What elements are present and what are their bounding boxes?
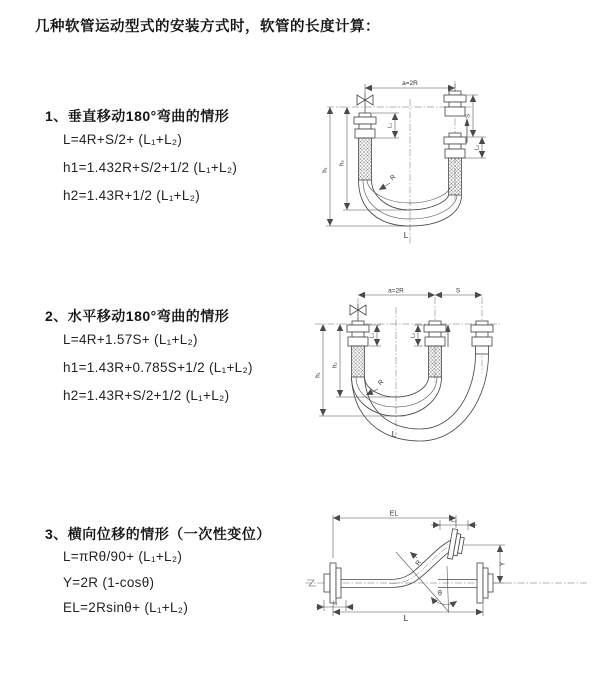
dim-label-a2r: a=2R — [388, 287, 404, 295]
hose-curve-mid — [356, 377, 437, 407]
valve-icon — [350, 305, 358, 315]
formula-block — [63, 326, 253, 410]
hose-braid — [359, 138, 372, 180]
formula-line: h2=1.43R+1/2 (L₁+L₂) — [63, 188, 201, 203]
radius-label: R — [376, 378, 386, 388]
right-flange — [477, 563, 493, 603]
moving-end-fitting-position2 — [471, 321, 493, 354]
angle-label: θ — [438, 590, 442, 598]
diagram-lateral-displacement — [300, 508, 590, 643]
dim-label-l2: L₂ — [410, 332, 417, 339]
construction-line — [396, 552, 449, 612]
section-horizontal-movement — [45, 306, 253, 410]
radius-leader — [410, 552, 417, 558]
page-title: 几种软管运动型式的安装方式时，软管的长度计算： — [35, 19, 380, 35]
pipe — [341, 580, 390, 588]
valve-icon — [357, 95, 365, 105]
dim-label-h2: h₂ — [332, 362, 339, 368]
formula-line: h2=1.43R+S/2+1/2 (L₁+L₂) — [63, 388, 230, 403]
dim-label-l1: L₁ — [332, 600, 338, 607]
hose-curve-mid2 — [367, 180, 450, 203]
dim-label-s: S — [455, 287, 461, 295]
formula-line: L=4R+S/2+ (L₁+L₂) — [63, 132, 183, 147]
dim-label-l2: L₂ — [474, 144, 481, 151]
hose-curve-wide-inner — [365, 354, 476, 429]
motion-arrow-head — [465, 118, 470, 126]
length-label: L — [403, 231, 409, 240]
radius-label: R — [414, 559, 423, 568]
valve-icon — [358, 305, 366, 315]
diagram-vertical-180-bend — [315, 75, 580, 260]
section-heading: 2、水平移动180°弯曲的情形 — [45, 308, 230, 324]
formula-line: EL=2Rsinθ+ (L₁+L₂) — [63, 600, 189, 615]
angle-arc — [431, 597, 457, 604]
displaced-flange — [447, 529, 465, 561]
dim-label-a2r: a=2R — [402, 80, 418, 87]
formula-line: L=4R+1.57S+ (L₁+L₂) — [63, 332, 198, 347]
formula-line: Y=2R (1-cosθ) — [63, 574, 155, 590]
dim-label-h1: h₁ — [315, 372, 322, 378]
dim-label-l1: L₁ — [369, 333, 376, 338]
dim-label-l: L — [403, 613, 409, 623]
diagram-horizontal-180-bend — [310, 283, 590, 453]
formula-line: h1=1.43R+0.785S+1/2 (L₁+L₂) — [63, 360, 253, 375]
section-heading: 1、垂直移动180°弯曲的情形 — [45, 108, 230, 124]
section-heading: 3、横向位移的情形（一次性变位） — [45, 526, 271, 542]
radius-leader — [379, 183, 390, 190]
formula-line: h1=1.432R+S/2+1/2 (L₁+L₂) — [63, 160, 238, 175]
formula-block — [63, 126, 237, 210]
extension-line — [333, 515, 456, 558]
formula-line: L=πRθ/90+ (L₁+L₂) — [63, 549, 183, 564]
hose-braid — [429, 346, 442, 377]
dim-label-h2: h₂ — [339, 160, 346, 166]
dim-label-l2: L₂ — [451, 518, 457, 524]
moving-end-fitting-upper — [444, 91, 466, 116]
formula-block — [63, 544, 271, 621]
hose-braid — [449, 158, 462, 195]
dim-label-l1: L₁ — [387, 123, 394, 128]
hose-braid — [352, 346, 365, 377]
valve-icon — [365, 95, 373, 105]
fixed-end-fitting — [354, 113, 376, 180]
section-lateral-displacement — [45, 524, 271, 621]
dim-label-h1: h₁ — [322, 167, 329, 173]
moving-end-fitting-lower — [444, 133, 466, 195]
left-flange — [324, 563, 341, 603]
radius-label: R — [388, 173, 398, 183]
section-vertical-movement — [45, 106, 237, 210]
hose-curve-inner — [365, 377, 429, 397]
moving-end-fitting-position1 — [424, 321, 446, 377]
fixed-end-fitting — [347, 321, 369, 377]
dim-label-y: Y — [499, 561, 507, 567]
hose-curve-upper — [390, 540, 452, 580]
pipe — [438, 580, 477, 588]
hose-curve-wide-outer — [352, 354, 489, 441]
dim-label-el: EL — [389, 510, 399, 518]
construction-line — [447, 566, 449, 613]
length-label: L — [391, 430, 397, 439]
dim-label-s: S — [465, 113, 472, 119]
